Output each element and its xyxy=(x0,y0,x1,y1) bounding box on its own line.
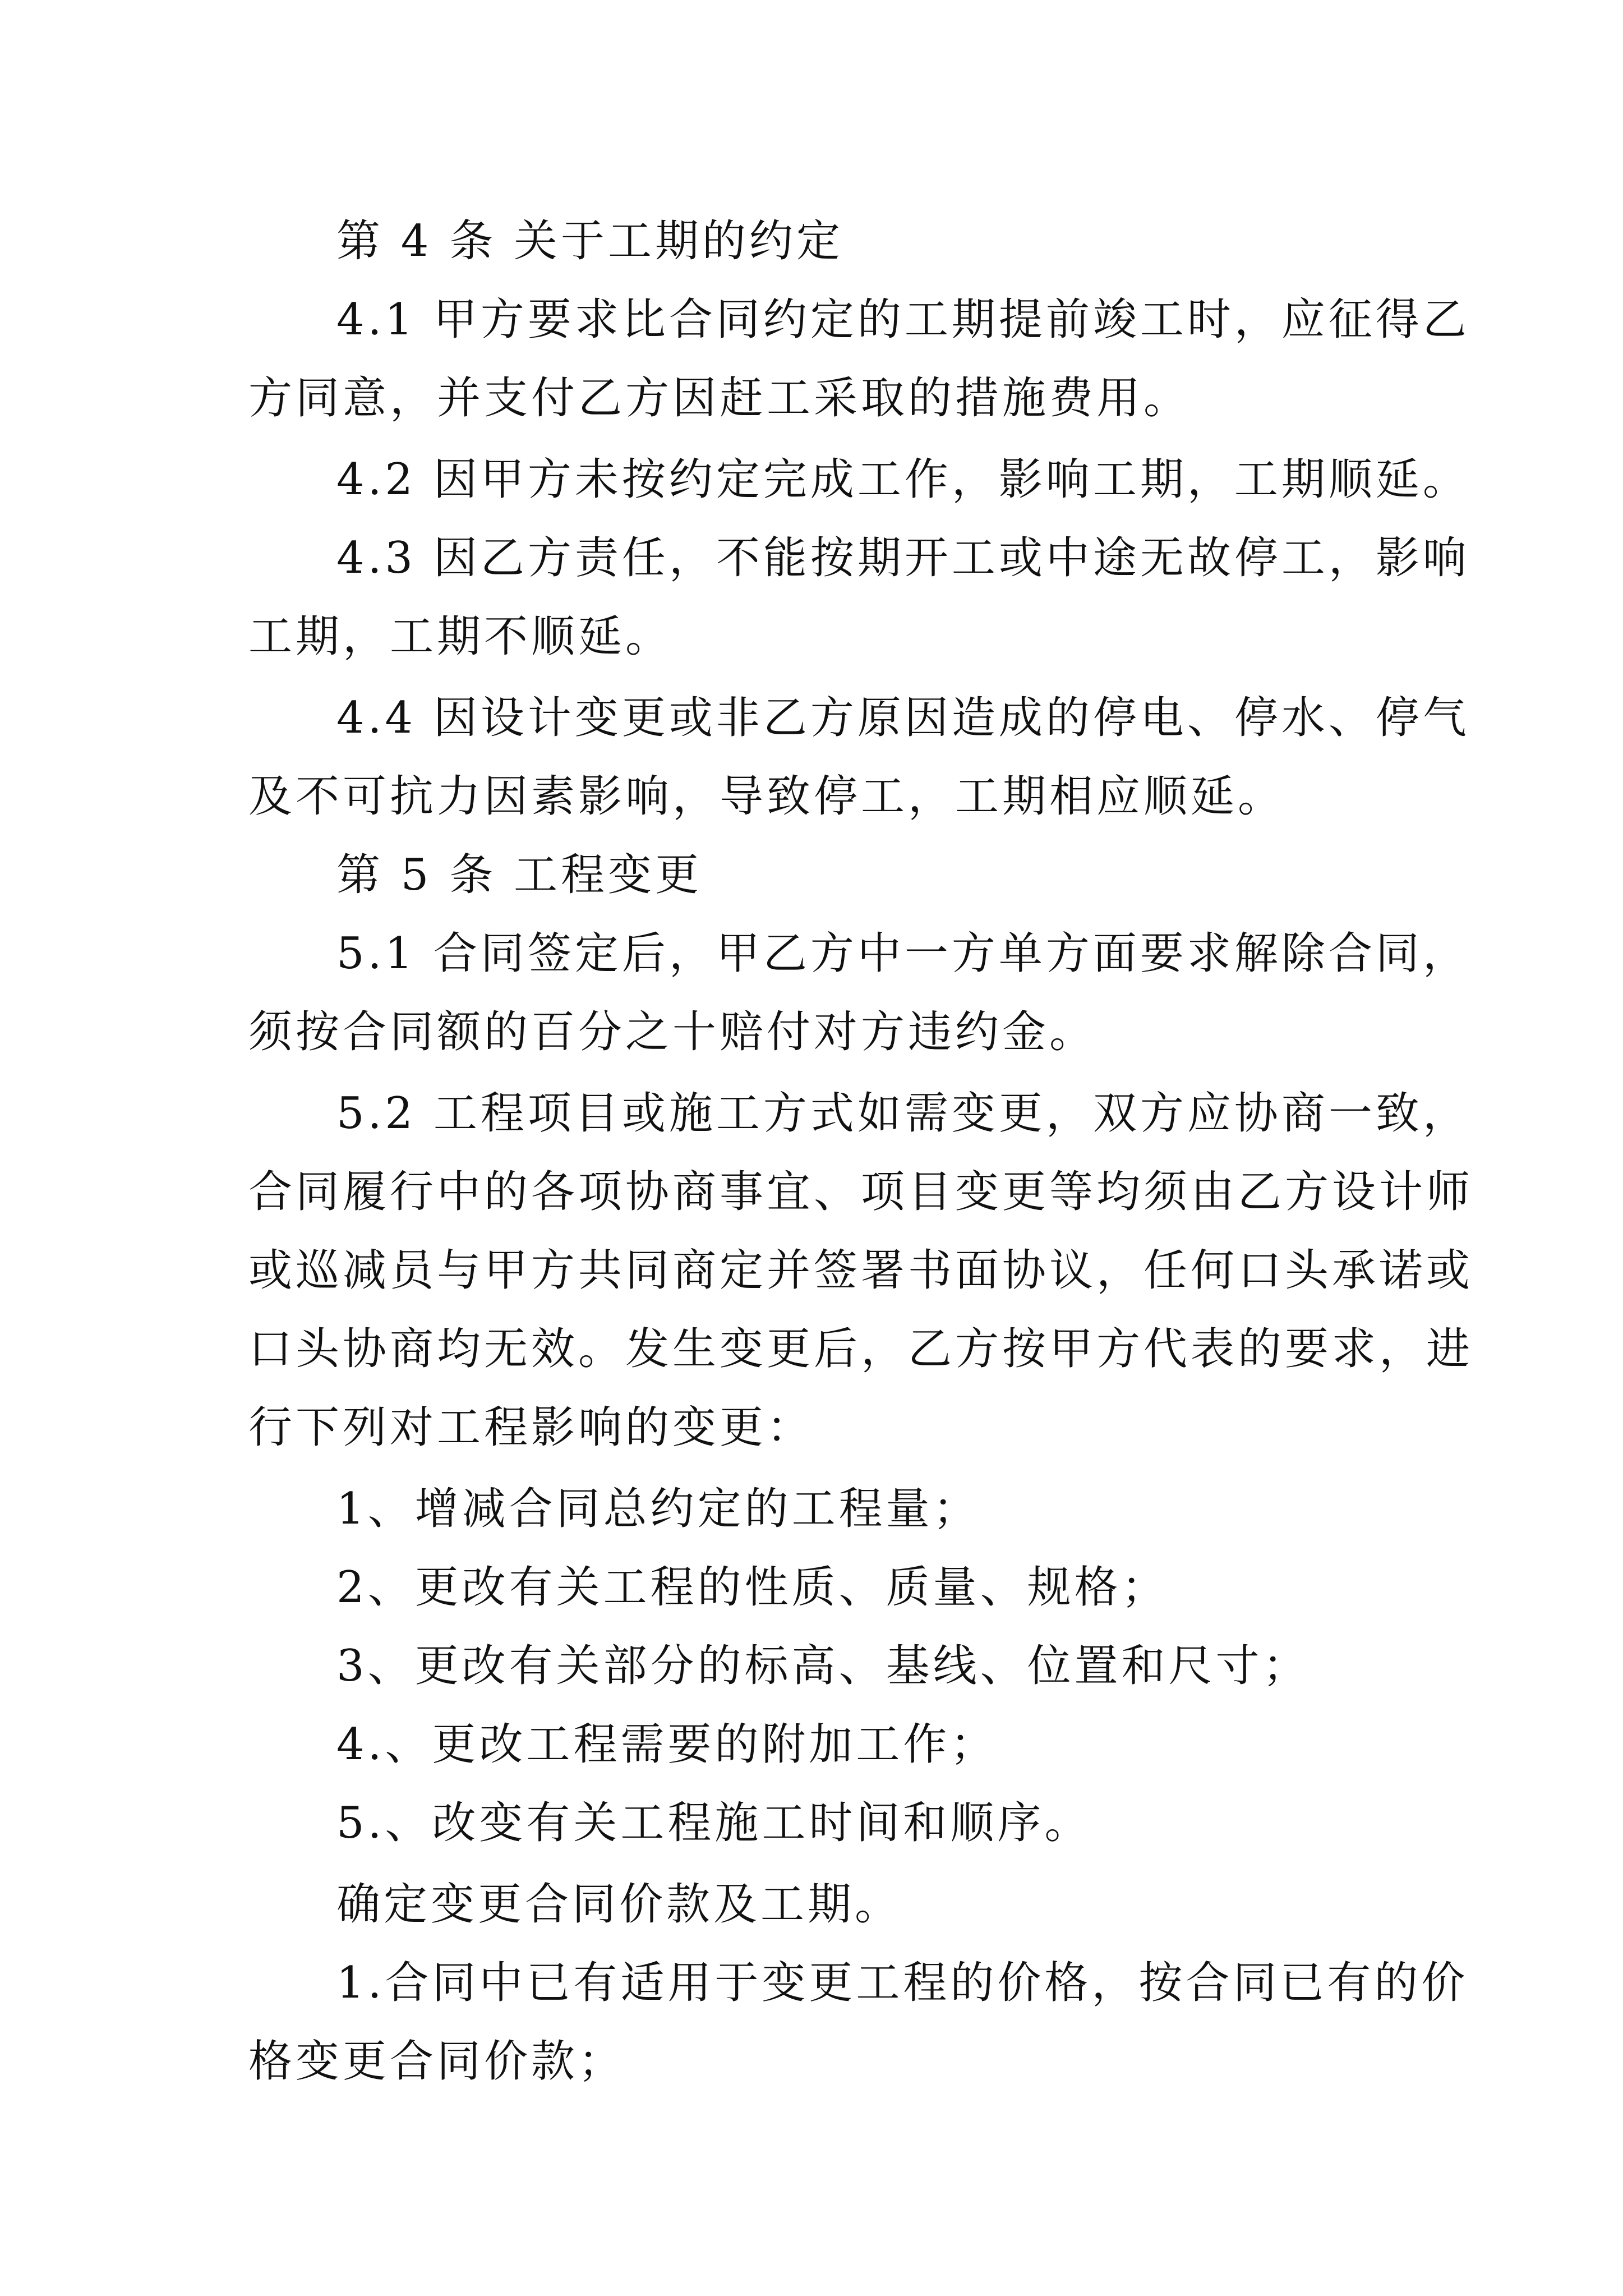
list-item-1: 1、增减合同总约定的工程量； xyxy=(336,1484,980,1534)
clause-4-2: 4.2 因甲方未按约定完成工作，影响工期，工期顺延。 xyxy=(336,454,1470,505)
list-item-4: 4.、更改工程需要的附加工作； xyxy=(336,1719,998,1770)
price-rule-1-line-2: 格变更合同价款； xyxy=(248,2036,626,2087)
clause-4-3-line-2: 工期，工期不顺延。 xyxy=(248,611,673,662)
clause-5-2-line-2: 合同履行中的各项协商事宜、项目变更等均须由乙方设计师 xyxy=(248,1167,1474,1217)
clause-5-1-line-1: 5.1 合同签定后，甲乙方中一方单方面要求解除合同， xyxy=(336,928,1470,979)
article-4-heading: 第 4 条 关于工期的约定 xyxy=(336,216,844,266)
clause-5-2-line-1: 5.2 工程项目或施工方式如需变更，双方应协商一致， xyxy=(336,1088,1470,1139)
clause-4-3-line-1: 4.3 因乙方责任，不能按期开工或中途无故停工，影响 xyxy=(336,533,1470,583)
clause-5-2-line-4: 口头协商均无效。发生变更后，乙方按甲方代表的要求，进 xyxy=(248,1324,1474,1374)
price-change-heading: 确定变更合同价款及工期。 xyxy=(336,1879,902,1930)
clause-5-1-line-2: 须按合同额的百分之十赔付对方违约金。 xyxy=(248,1007,1097,1057)
clause-4-1-line-1: 4.1 甲方要求比合同约定的工期提前竣工时，应征得乙 xyxy=(336,295,1470,345)
clause-5-2-line-3: 或巡减员与甲方共同商定并签署书面协议，任何口头承诺或 xyxy=(248,1245,1474,1296)
clause-4-4-line-1: 4.4 因设计变更或非乙方原因造成的停电、停水、停气 xyxy=(336,693,1470,743)
clause-4-4-line-2: 及不可抗力因素影响，导致停工，工期相应顺延。 xyxy=(248,771,1285,822)
list-item-3: 3、更改有关部分的标高、基线、位置和尺寸； xyxy=(336,1641,1310,1691)
clause-4-1-line-2: 方同意，并支付乙方因赶工采取的措施费用。 xyxy=(248,373,1191,424)
list-item-5: 5.、改变有关工程施工时间和顺序。 xyxy=(336,1798,1092,1848)
article-5-heading: 第 5 条 工程变更 xyxy=(336,850,703,900)
clause-5-2-line-5: 行下列对工程影响的变更： xyxy=(248,1402,814,1453)
price-rule-1-line-1: 1.合同中已有适用于变更工程的价格，按合同已有的价 xyxy=(336,1958,1469,2008)
list-item-2: 2、更改有关工程的性质、质量、规格； xyxy=(336,1562,1169,1613)
